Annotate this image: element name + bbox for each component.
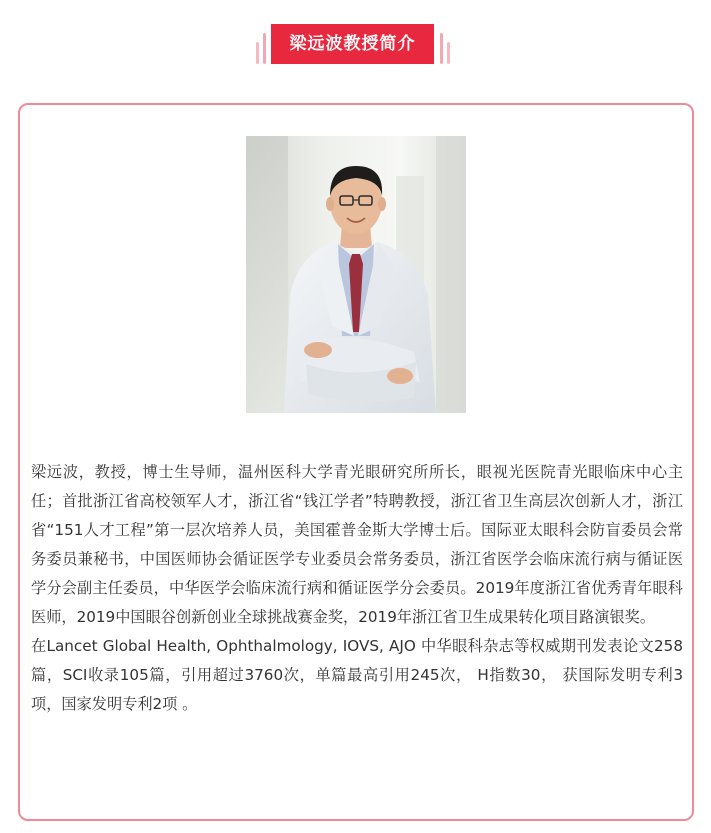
title-section — [0, 24, 711, 64]
page-title: 梁远波教授简介 — [271, 24, 434, 64]
profile-card — [18, 103, 694, 821]
portrait-photo — [246, 136, 466, 413]
biography — [31, 458, 683, 719]
title-decoration-right-outer — [447, 42, 450, 64]
title-decoration-right-inner — [440, 33, 443, 64]
bio-paragraph-2: 在Lancet Global Health, Ophthalmology, IOVS, AJO 中华眼科杂志等权威期刊发表论文258篇，SCI收录105篇，引用超过3760次，单篇最高引用245次， H指数30， 获国际发明专利3项，国家发明专利2项 。 — [31, 637, 683, 713]
bio-paragraph-1: 梁远波，教授，博士生导师，温州医科大学青光眼研究所所长，眼视光医院青光眼临床中心主任；首批浙江省高校领军人才，浙江省“钱江学者”特聘教授，浙江省卫生高层次创新人才，浙江省“151人才工程”第一层次培养人员，美国霍普金斯大学博士后。国际亚太眼科会防盲委员会常务委员兼秘书，中国医师协会循证医学专业委员会常务委员，浙江省医学会临床流行病与循证医学分会副主任委员，中华医学会临床流行病和循证医学分会委员。2019年度浙江省优秀青年眼科医师，2019中国眼谷创新创业全球挑战赛金奖，2019年浙江省卫生成果转化项目路演银奖。 — [31, 463, 683, 626]
title-decoration-left-inner — [263, 33, 266, 64]
title-decoration-left-outer — [256, 42, 259, 64]
